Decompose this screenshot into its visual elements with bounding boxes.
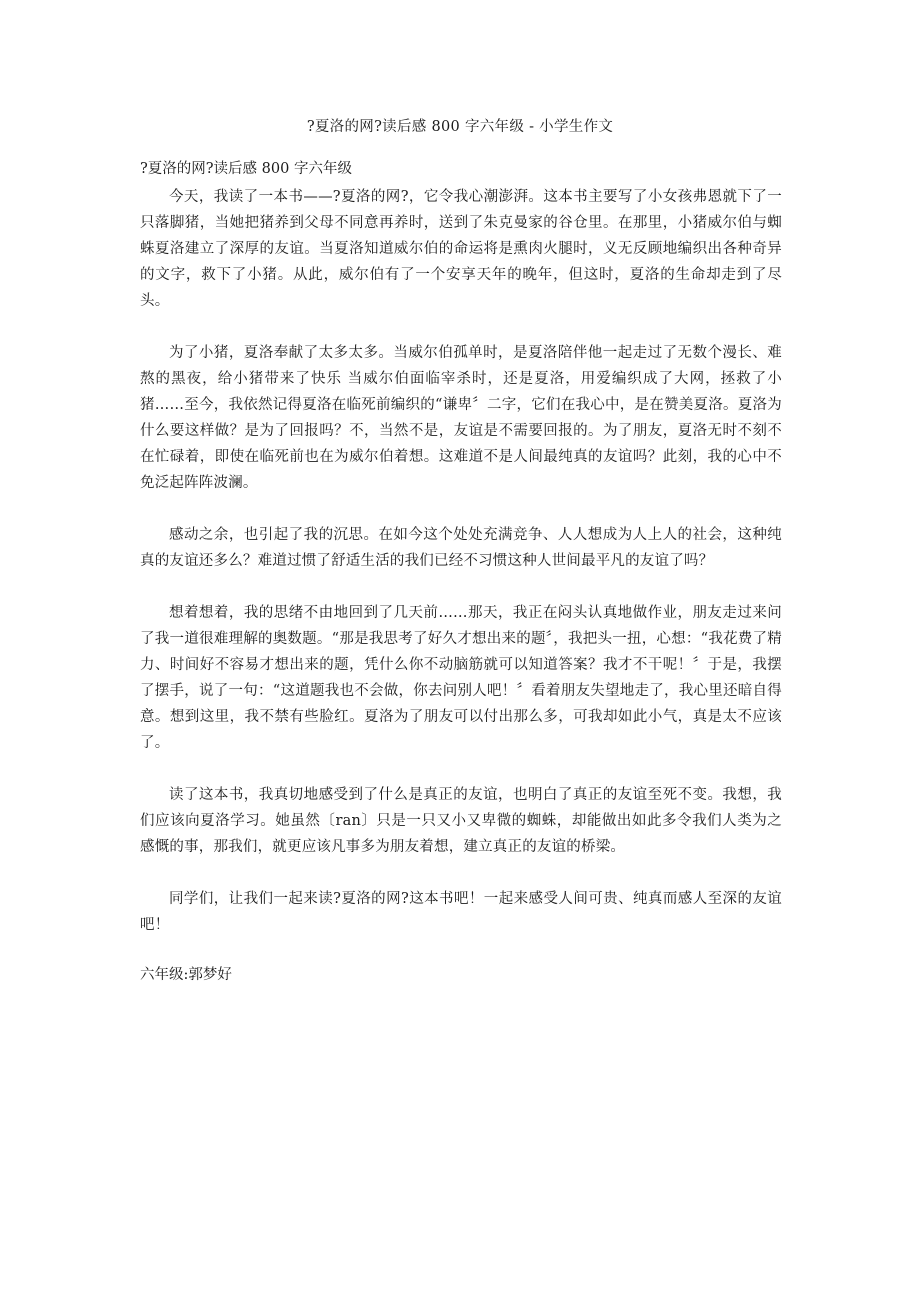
author-signature: 六年级:郭梦好 [140,967,232,983]
essay-paragraph: 读了这本书，我真切地感受到了什么是真正的友谊，也明白了真正的友谊至死不变。我想，我们应该向夏洛学习。她虽然〔ran〕只是一只又小又卑微的蜘蛛，却能做出如此多令我们人类为之感慨的事，那我们，就更应该凡事多为朋友着想，建立真正的友谊的桥梁。 [140,787,782,855]
essay-subtitle: ?夏洛的网?读后感 800 字六年级 [140,161,352,177]
essay-paragraph: 感动之余，也引起了我的沉思。在如今这个处处充满竞争、人人想成为人上人的社会，这种纯真的友谊还多么？难道过惯了舒适生活的我们已经不习惯这种人世间最平凡的友谊了吗？ [140,527,782,569]
document-title: ?夏洛的网?读后感 800 字六年级 - 小学生作文 [306,119,614,135]
essay-paragraph: 为了小猪，夏洛奉献了太多太多。当威尔伯孤单时，是夏洛陪伴他一起走过了无数个漫长、难熬的黑夜，给小猪带来了快乐 当威尔伯面临宰杀时，还是夏洛，用爱编织成了大网，拯救了小猪……至今，我依然记得夏洛在临死前编织的“谦卑〞二字，它们在我心中，是在赞美夏洛。夏洛为什么要这样做？是为了回报吗？不，当然不是，友谊是不需要回报的。为了朋友，夏洛无时不刻不在忙碌着，即使在临死前也在为威尔伯着想。这难道不是人间最纯真的友谊吗？此刻，我的心中不免泛起阵阵波澜。 [140,345,782,491]
essay-paragraph: 想着想着，我的思绪不由地回到了几天前……那天，我正在闷头认真地做作业，朋友走过来问了我一道很难理解的奥数题。“那是我思考了好久才想出来的题〞，我把头一扭，心想：“我花费了精力、时间好不容易才想出来的题，凭什么你不动脑筋就可以知道答案？我才不干呢！〞于是，我摆了摆手，说了一句：“这道题我也不会做，你去问别人吧！〞看着朋友失望地走了，我心里还暗自得意。想到这里，我不禁有些脸红。夏洛为了朋友可以付出那么多，可我却如此小气，真是太不应该了。 [140,605,782,751]
essay-paragraph: 今天，我读了一本书——?夏洛的网?，它令我心潮澎湃。这本书主要写了小女孩弗恩就下了一只落脚猪，当她把猪养到父母不同意再养时，送到了朱克曼家的谷仓里。在那里，小猪威尔伯与蜘蛛夏洛建立了深厚的友谊。当夏洛知道威尔伯的命运将是熏肉火腿时，义无反顾地编织出各种奇异的文字，救下了小猪。从此，威尔伯有了一个安享天年的晚年，但这时，夏洛的生命却走到了尽头。 [140,189,782,309]
essay-paragraph: 同学们，让我们一起来读?夏洛的网?这本书吧！一起来感受人间可贵、纯真而感人至深的友谊吧！ [140,891,782,933]
document-body [140,158,782,986]
